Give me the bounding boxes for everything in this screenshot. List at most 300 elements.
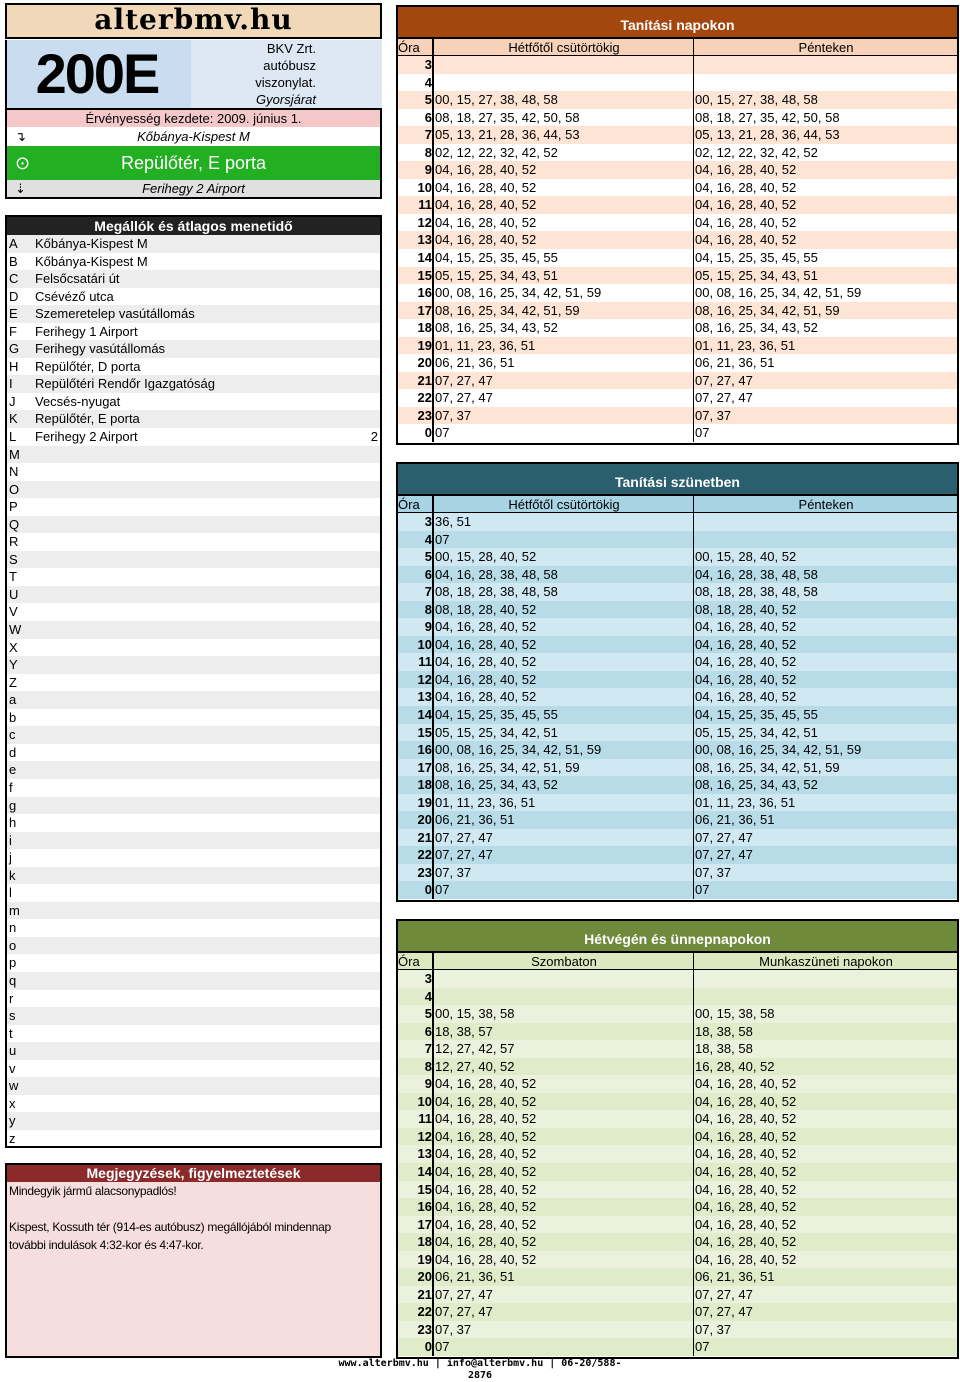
stop-row <box>7 1130 380 1148</box>
stop-row <box>7 551 380 569</box>
stop-row <box>7 814 380 832</box>
stop-row <box>7 463 380 481</box>
minutes-cell: 07, 37 <box>695 1321 732 1337</box>
down-arrow-icon: ⇣ <box>15 181 26 196</box>
hour-cell: 23 <box>398 1321 434 1339</box>
minutes-cell: 08, 16, 25, 34, 42, 51, 59 <box>695 302 840 318</box>
stop-name: Kőbánya-Kispest M <box>35 253 148 269</box>
stop-name: Felsőcsatári út <box>35 271 120 287</box>
minutes-cell: 05, 15, 25, 34, 42, 51 <box>695 724 818 740</box>
stop-row <box>7 1007 380 1025</box>
col-header: Hétfőtől csütörtökig <box>434 39 694 55</box>
timetable-row <box>398 566 957 584</box>
note-line: Mindegyik jármű alacsonypadlós! <box>9 1184 177 1198</box>
minutes-cell: 07, 27, 47 <box>434 1286 694 1304</box>
stop-letter: m <box>9 902 20 918</box>
minutes-cell: 08, 16, 25, 34, 42, 51, 59 <box>434 302 694 320</box>
stop-row <box>7 726 380 744</box>
timetable-row <box>398 970 957 988</box>
minutes-cell: 00, 15, 28, 40, 52 <box>434 548 694 566</box>
minutes-cell: 07 <box>434 881 694 899</box>
hour-cell: 17 <box>398 1216 434 1234</box>
minutes-cell: 04, 15, 25, 35, 45, 55 <box>434 249 694 267</box>
hour-cell: 8 <box>398 601 434 619</box>
stop-row <box>7 1060 380 1078</box>
minutes-cell: 04, 16, 28, 40, 52 <box>434 1145 694 1163</box>
hour-cell: 20 <box>398 1268 434 1286</box>
hour-cell: 16 <box>398 1198 434 1216</box>
minutes-cell: 07, 27, 47 <box>695 847 753 863</box>
minutes-cell <box>434 56 694 74</box>
minutes-cell: 01, 11, 23, 36, 51 <box>434 337 694 355</box>
timetable-row <box>398 601 957 619</box>
stop-row <box>7 375 380 393</box>
timetable-row <box>398 583 957 601</box>
hour-cell: 6 <box>398 109 434 127</box>
timetable-row <box>398 1145 957 1163</box>
stop-row <box>7 744 380 762</box>
hour-cell: 7 <box>398 126 434 144</box>
stop-letter: q <box>9 972 17 988</box>
minutes-cell: 04, 16, 28, 40, 52 <box>695 689 797 705</box>
stop-letter: z <box>9 1130 16 1146</box>
hour-cell: 4 <box>398 74 434 92</box>
hour-cell: 5 <box>398 1005 434 1023</box>
minutes-cell: 00, 15, 27, 38, 48, 58 <box>695 92 818 108</box>
hour-cell: 16 <box>398 284 434 302</box>
timetable-title: Tanítási napokon <box>398 7 957 39</box>
minutes-cell <box>434 988 694 1006</box>
stop-row <box>7 902 380 920</box>
timetable-header <box>398 496 957 513</box>
timetable-row <box>398 1233 957 1251</box>
hour-cell: 17 <box>398 759 434 777</box>
timetable-weekend <box>396 919 959 1359</box>
hour-cell: 15 <box>398 267 434 285</box>
minutes-cell <box>694 513 957 531</box>
timetable-row <box>398 144 957 162</box>
minutes-cell: 04, 15, 25, 35, 45, 55 <box>434 706 694 724</box>
minutes-cell: 07, 27, 47 <box>695 390 753 406</box>
minutes-cell: 04, 16, 28, 40, 52 <box>695 1251 797 1267</box>
timetable-school-days <box>396 5 959 445</box>
hour-cell: 11 <box>398 1110 434 1128</box>
stop-row <box>7 498 380 516</box>
stop-name: Ferihegy vasútállomás <box>35 341 166 357</box>
hour-cell: 0 <box>398 881 434 899</box>
stop-row <box>7 990 380 1008</box>
stop-letter: L <box>9 429 17 445</box>
timetable-row <box>398 1128 957 1146</box>
timetable-row <box>398 214 957 232</box>
minutes-cell: 07 <box>434 1338 694 1356</box>
origin-arrow-icon: ↴ <box>15 129 26 144</box>
minutes-cell: 04, 16, 28, 40, 52 <box>695 654 797 670</box>
stop-letter: A <box>9 236 18 251</box>
note-line <box>7 1200 380 1218</box>
hour-cell: 4 <box>398 531 434 549</box>
minutes-cell: 07 <box>695 425 710 441</box>
stop-row <box>7 674 380 692</box>
minutes-cell: 04, 16, 28, 40, 52 <box>695 1234 797 1250</box>
origin-stop <box>5 127 382 146</box>
minutes-cell: 04, 16, 28, 40, 52 <box>695 1128 797 1144</box>
timetable-row <box>398 1216 957 1234</box>
minutes-cell: 00, 15, 38, 58 <box>695 1006 775 1022</box>
minutes-cell: 05, 13, 21, 28, 36, 44, 53 <box>695 127 840 143</box>
timetable-row <box>398 618 957 636</box>
stop-row <box>7 323 380 341</box>
minutes-cell <box>694 531 957 549</box>
timetable-row <box>398 811 957 829</box>
timetable-row <box>398 1268 957 1286</box>
route-box <box>5 40 382 110</box>
timetable-row <box>398 1303 957 1321</box>
minutes-cell: 07, 27, 47 <box>434 372 694 390</box>
hour-cell: 4 <box>398 988 434 1006</box>
minutes-cell: 12, 27, 40, 52 <box>434 1058 694 1076</box>
minutes-cell: 12, 27, 42, 57 <box>434 1040 694 1058</box>
minutes-cell: 07, 37 <box>434 864 694 882</box>
stop-letter: u <box>9 1043 17 1059</box>
hour-cell: 12 <box>398 671 434 689</box>
timetable-row <box>398 231 957 249</box>
minutes-cell: 08, 18, 28, 38, 48, 58 <box>695 584 818 600</box>
minutes-cell: 04, 16, 28, 40, 52 <box>434 1233 694 1251</box>
hour-cell: 13 <box>398 1145 434 1163</box>
timetable-row <box>398 1005 957 1023</box>
stop-letter: S <box>9 551 18 567</box>
hour-cell: 20 <box>398 354 434 372</box>
timetable-row <box>398 531 957 549</box>
minutes-cell: 08, 16, 25, 34, 42, 51, 59 <box>695 759 840 775</box>
notes-panel <box>5 1163 382 1358</box>
minutes-cell: 04, 15, 25, 35, 45, 55 <box>695 707 818 723</box>
origin-stop-label: Kőbánya-Kispest M <box>137 129 250 144</box>
stop-letter: U <box>9 586 19 602</box>
stop-letter: D <box>9 288 19 304</box>
minutes-cell: 04, 16, 28, 40, 52 <box>434 1110 694 1128</box>
stop-letter: G <box>9 341 20 357</box>
hour-cell: 9 <box>398 161 434 179</box>
stop-name: Vecsés-nyugat <box>35 393 121 409</box>
hour-cell: 23 <box>398 407 434 425</box>
minutes-cell: 05, 15, 25, 34, 43, 51 <box>434 267 694 285</box>
minutes-cell: 04, 16, 28, 40, 52 <box>695 636 797 652</box>
minutes-cell: 04, 16, 28, 40, 52 <box>434 1093 694 1111</box>
minutes-cell: 07, 27, 47 <box>434 829 694 847</box>
stop-time: 2 <box>370 429 378 445</box>
col-header: Szombaton <box>434 953 694 969</box>
hour-cell: 13 <box>398 688 434 706</box>
stop-letter: E <box>9 306 18 322</box>
minutes-cell: 04, 16, 28, 38, 48, 58 <box>695 566 818 582</box>
minutes-cell: 07, 27, 47 <box>434 846 694 864</box>
hour-cell: 5 <box>398 91 434 109</box>
minutes-cell: 06, 21, 36, 51 <box>695 355 775 371</box>
vehicle-type: autóbusz <box>263 58 316 73</box>
hour-cell: 15 <box>398 1181 434 1199</box>
minutes-cell: 04, 16, 28, 40, 52 <box>695 214 797 230</box>
minutes-cell: 01, 11, 23, 36, 51 <box>695 794 796 810</box>
stop-row <box>7 709 380 727</box>
stop-letter: g <box>9 797 17 813</box>
timetable-body <box>398 513 957 899</box>
hour-header: Óra <box>398 496 434 512</box>
stop-row <box>7 603 380 621</box>
hour-header: Óra <box>398 953 434 969</box>
stop-row <box>7 305 380 323</box>
timetable-row <box>398 1338 957 1356</box>
minutes-cell: 02, 12, 22, 32, 42, 52 <box>695 144 818 160</box>
stop-letter: Y <box>9 657 18 673</box>
stop-letter: n <box>9 920 17 936</box>
stop-row <box>7 779 380 797</box>
hour-cell: 12 <box>398 1128 434 1146</box>
timetable-row <box>398 1058 957 1076</box>
stop-letter: v <box>9 1060 16 1076</box>
timetable-title: Hétvégén és ünnepnapokon <box>398 921 957 953</box>
stop-letter: Q <box>9 516 20 532</box>
timetable-row <box>398 1040 957 1058</box>
timetable-body <box>398 56 957 442</box>
minutes-cell: 07, 37 <box>434 407 694 425</box>
minutes-cell: 02, 12, 22, 32, 42, 52 <box>434 144 694 162</box>
stop-row <box>7 1042 380 1060</box>
stop-letter: c <box>9 727 16 743</box>
timetable-row <box>398 741 957 759</box>
hour-cell: 11 <box>398 653 434 671</box>
minutes-cell: 04, 16, 28, 40, 52 <box>434 179 694 197</box>
hour-cell: 0 <box>398 424 434 442</box>
stop-letter: C <box>9 271 19 287</box>
hour-cell: 23 <box>398 864 434 882</box>
timetable-row <box>398 1181 957 1199</box>
hour-cell: 9 <box>398 1075 434 1093</box>
timetable-row <box>398 1251 957 1269</box>
footer-contact: www.alterbmv.hu | info@alterbmv.hu | 06-20/588-2876 <box>338 1358 622 1381</box>
timetable-row <box>398 126 957 144</box>
stop-row <box>7 832 380 850</box>
hour-cell: 18 <box>398 1233 434 1251</box>
minutes-cell: 18, 38, 58 <box>695 1041 753 1057</box>
hour-cell: 6 <box>398 566 434 584</box>
timetable-row <box>398 354 957 372</box>
stop-letter: H <box>9 358 19 374</box>
col-header: Munkaszüneti napokon <box>759 954 893 969</box>
minutes-cell: 04, 16, 28, 40, 52 <box>695 232 797 248</box>
stop-letter: J <box>9 393 16 409</box>
minutes-cell: 08, 16, 25, 34, 42, 51, 59 <box>434 759 694 777</box>
minutes-cell: 04, 16, 28, 40, 52 <box>434 231 694 249</box>
minutes-cell: 06, 21, 36, 51 <box>695 812 775 828</box>
timetable-header <box>398 39 957 56</box>
hour-cell: 14 <box>398 706 434 724</box>
hour-cell: 16 <box>398 741 434 759</box>
minutes-cell: 04, 16, 28, 40, 52 <box>695 1181 797 1197</box>
timetable-row <box>398 671 957 689</box>
hour-cell: 10 <box>398 179 434 197</box>
stop-row <box>7 761 380 779</box>
timetable-row <box>398 846 957 864</box>
minutes-cell: 04, 16, 28, 40, 52 <box>434 214 694 232</box>
minutes-cell: 01, 11, 23, 36, 51 <box>434 794 694 812</box>
hour-cell: 0 <box>398 1338 434 1356</box>
stop-row <box>7 867 380 885</box>
hour-cell: 21 <box>398 372 434 390</box>
stop-row <box>7 393 380 411</box>
route-number: 200E <box>7 40 187 108</box>
site-logo: alterbmv.hu <box>5 3 382 39</box>
stop-letter: j <box>9 850 12 866</box>
stop-row <box>7 516 380 534</box>
col-header: Pénteken <box>798 497 854 512</box>
destination-stop <box>5 146 382 180</box>
stop-name: Repülőtér, E porta <box>35 411 140 427</box>
timetable-title: Tanítási szünetben <box>398 464 957 496</box>
timetable-row <box>398 1286 957 1304</box>
timetable-row <box>398 988 957 1006</box>
stop-row <box>7 586 380 604</box>
stop-row <box>7 568 380 586</box>
minutes-cell: 07 <box>434 531 694 549</box>
hour-cell: 12 <box>398 214 434 232</box>
stop-letter: o <box>9 937 17 953</box>
stop-name: Ferihegy 1 Airport <box>35 323 138 339</box>
minutes-cell: 04, 16, 28, 40, 52 <box>434 688 694 706</box>
minutes-cell <box>434 74 694 92</box>
hour-cell: 17 <box>398 302 434 320</box>
stop-name: Kőbánya-Kispest M <box>35 236 148 251</box>
hour-cell: 3 <box>398 970 434 988</box>
hour-cell: 10 <box>398 636 434 654</box>
stop-letter: b <box>9 709 17 725</box>
hour-cell: 14 <box>398 249 434 267</box>
stop-letter: s <box>9 1008 16 1024</box>
minutes-cell: 08, 18, 28, 40, 52 <box>695 601 797 617</box>
hour-cell: 8 <box>398 144 434 162</box>
minutes-cell: 16, 28, 40, 52 <box>695 1058 775 1074</box>
stop-row <box>7 270 380 288</box>
stop-row <box>7 288 380 306</box>
minutes-cell: 06, 21, 36, 51 <box>434 811 694 829</box>
line-type: viszonylat. <box>255 75 316 90</box>
stop-letter: e <box>9 762 17 778</box>
timetable-row <box>398 1075 957 1093</box>
stop-name: Csévéző utca <box>35 288 114 304</box>
stop-row <box>7 428 380 446</box>
target-icon: ⊙ <box>15 153 31 173</box>
stop-row <box>7 481 380 499</box>
route-info <box>191 40 382 108</box>
minutes-cell: 08, 16, 25, 34, 43, 52 <box>434 319 694 337</box>
stop-letter: w <box>9 1078 19 1094</box>
minutes-cell: 08, 18, 28, 38, 48, 58 <box>434 583 694 601</box>
hour-cell: 18 <box>398 776 434 794</box>
minutes-cell: 04, 16, 28, 40, 52 <box>434 1251 694 1269</box>
timetable-row <box>398 759 957 777</box>
stop-name: Repülőtéri Rendőr Igazgatóság <box>35 376 215 392</box>
stop-row <box>7 533 380 551</box>
stop-letter: Z <box>9 674 17 690</box>
minutes-cell: 04, 16, 28, 40, 52 <box>695 1216 797 1232</box>
minutes-cell: 07 <box>695 882 710 898</box>
minutes-cell: 08, 18, 27, 35, 42, 50, 58 <box>695 109 840 125</box>
minutes-cell: 18, 38, 58 <box>695 1023 753 1039</box>
stop-row <box>7 621 380 639</box>
minutes-cell: 07, 27, 47 <box>695 372 753 388</box>
stop-letter: K <box>9 411 18 427</box>
minutes-cell: 04, 16, 28, 40, 52 <box>434 653 694 671</box>
minutes-cell: 06, 21, 36, 51 <box>434 354 694 372</box>
timetable-row <box>398 653 957 671</box>
stop-letter: f <box>9 779 13 795</box>
timetable-row <box>398 196 957 214</box>
stop-letter: p <box>9 955 17 971</box>
stop-name: Repülőtér, D porta <box>35 358 141 374</box>
stop-row <box>7 410 380 428</box>
minutes-cell: 04, 16, 28, 40, 52 <box>434 1128 694 1146</box>
stop-letter: a <box>9 692 17 708</box>
minutes-cell: 07 <box>695 1339 710 1355</box>
minutes-cell: 07, 27, 47 <box>695 1286 753 1302</box>
timetable-row <box>398 829 957 847</box>
stop-letter: l <box>9 885 12 901</box>
stop-letter: i <box>9 832 12 848</box>
minutes-cell: 07, 27, 47 <box>434 1303 694 1321</box>
stop-row <box>7 358 380 376</box>
timetable-row <box>398 548 957 566</box>
minutes-cell: 18, 38, 57 <box>434 1023 694 1041</box>
stop-row <box>7 253 380 271</box>
stop-row <box>7 235 380 253</box>
minutes-cell: 07 <box>434 424 694 442</box>
stop-row <box>7 797 380 815</box>
stop-letter: M <box>9 446 20 462</box>
stop-row <box>7 972 380 990</box>
note-line: további indulások 4:32-kor és 4:47-kor. <box>9 1238 204 1252</box>
minutes-cell: 04, 16, 28, 40, 52 <box>434 1181 694 1199</box>
hour-cell: 22 <box>398 1303 434 1321</box>
timetable-row <box>398 636 957 654</box>
minutes-cell <box>694 970 957 988</box>
minutes-cell: 04, 16, 28, 40, 52 <box>434 196 694 214</box>
minutes-cell: 05, 15, 25, 34, 42, 51 <box>434 724 694 742</box>
stop-row <box>7 1077 380 1095</box>
minutes-cell: 04, 16, 28, 40, 52 <box>434 671 694 689</box>
stop-row <box>7 954 380 972</box>
stop-letter: X <box>9 639 18 655</box>
minutes-cell: 08, 16, 25, 34, 43, 52 <box>695 777 818 793</box>
stop-letter: W <box>9 622 22 638</box>
stop-letter: h <box>9 815 17 831</box>
hour-cell: 14 <box>398 1163 434 1181</box>
timetable-row <box>398 337 957 355</box>
stop-list-title: Megállók és átlagos menetidő <box>7 217 380 235</box>
minutes-cell: 00, 15, 28, 40, 52 <box>695 549 797 565</box>
stop-row <box>7 1025 380 1043</box>
minutes-cell: 04, 16, 28, 40, 52 <box>695 1111 797 1127</box>
minutes-cell: 07, 37 <box>695 864 732 880</box>
stop-row <box>7 1112 380 1130</box>
minutes-cell: 04, 16, 28, 40, 52 <box>695 671 797 687</box>
minutes-cell: 04, 16, 28, 40, 52 <box>434 1075 694 1093</box>
minutes-cell: 04, 16, 28, 40, 52 <box>695 619 797 635</box>
stop-letter: I <box>9 376 13 392</box>
hour-cell: 11 <box>398 196 434 214</box>
minutes-cell: 00, 15, 27, 38, 48, 58 <box>434 91 694 109</box>
minutes-cell: 00, 08, 16, 25, 34, 42, 51, 59 <box>695 742 862 758</box>
